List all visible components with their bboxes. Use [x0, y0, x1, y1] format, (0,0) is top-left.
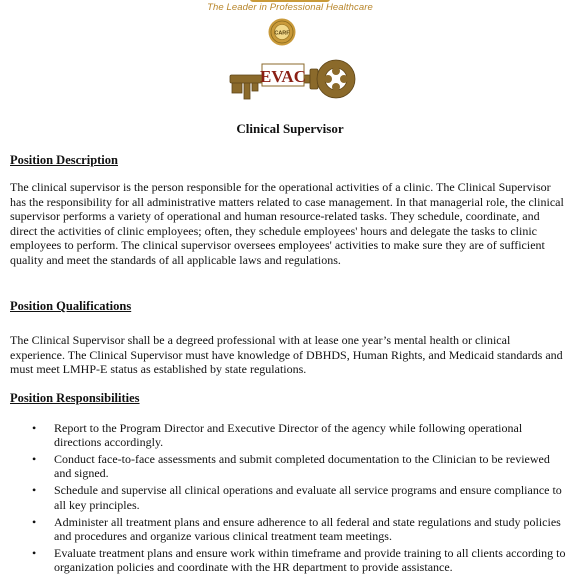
bullet-icon: • [32, 421, 37, 435]
logo-text: EVAC [260, 67, 306, 86]
bullet-icon: • [32, 483, 37, 498]
document-title: Clinical Supervisor [236, 121, 344, 136]
bullet-icon: • [32, 545, 37, 560]
responsibilities-list [10, 421, 570, 577]
company-tagline: The Leader in Professional Healthcare [207, 2, 373, 13]
evac-key-logo [226, 55, 358, 107]
section-heading-responsibilities: Position Responsibilities [10, 391, 140, 405]
qualifications-paragraph: The Clinical Supervisor shall be a degreed professional with at lease one year’s mental health or clinical experience. The Clinical Supervisor must have knowledge of DBHDS, Human Rights, and Medicaid standards and must meet LMHP-E status as established by state regulations. [10, 333, 563, 377]
list-item: • Report to the Program Director and Executive Director of the agency while following operational directions accordingly. [32, 421, 523, 450]
list-item: • Conduct face-to-face assessments and submit completed documentation to the Clinician to be reviewed and signed. [32, 452, 550, 481]
bullet-icon: • [32, 514, 37, 529]
description-paragraph: The clinical supervisor is the person responsible for the operational activities of a clinic. The Clinical Supervisor has the responsibility for all administrative matters related to case management. In that managerial role, the clinical supervisor performs a variety of operational and human resource-related tasks. They schedule, coordinate, and direct the activities of clinic employees; often, they schedule employees' hours and delegate the tasks to clinic employees to perform. The clinical supervisor oversees employees' activities to make sure they are of sufficient quality and meet the standards of all applicable laws and regulations. [10, 180, 564, 267]
list-item: • Evaluate treatment plans and ensure work within timeframe and provide training to all clients according to organization policies and coordinate with the HR department to provide assistance. [32, 545, 566, 575]
bullet-icon: • [32, 452, 37, 467]
section-heading-qualifications: Position Qualifications [10, 299, 132, 313]
seal-text: CARF [274, 30, 290, 37]
list-item: • Schedule and supervise all clinical operations and evaluate all service programs and ensure compliance to all key principles. [32, 483, 562, 512]
accreditation-seal-icon [268, 18, 296, 46]
list-item: • Administer all treatment plans and ensure adherence to all federal and state regulations and study policies and procedures and organize various clinical treatment team meetings. [32, 514, 561, 543]
section-heading-description: Position Description [10, 153, 118, 167]
